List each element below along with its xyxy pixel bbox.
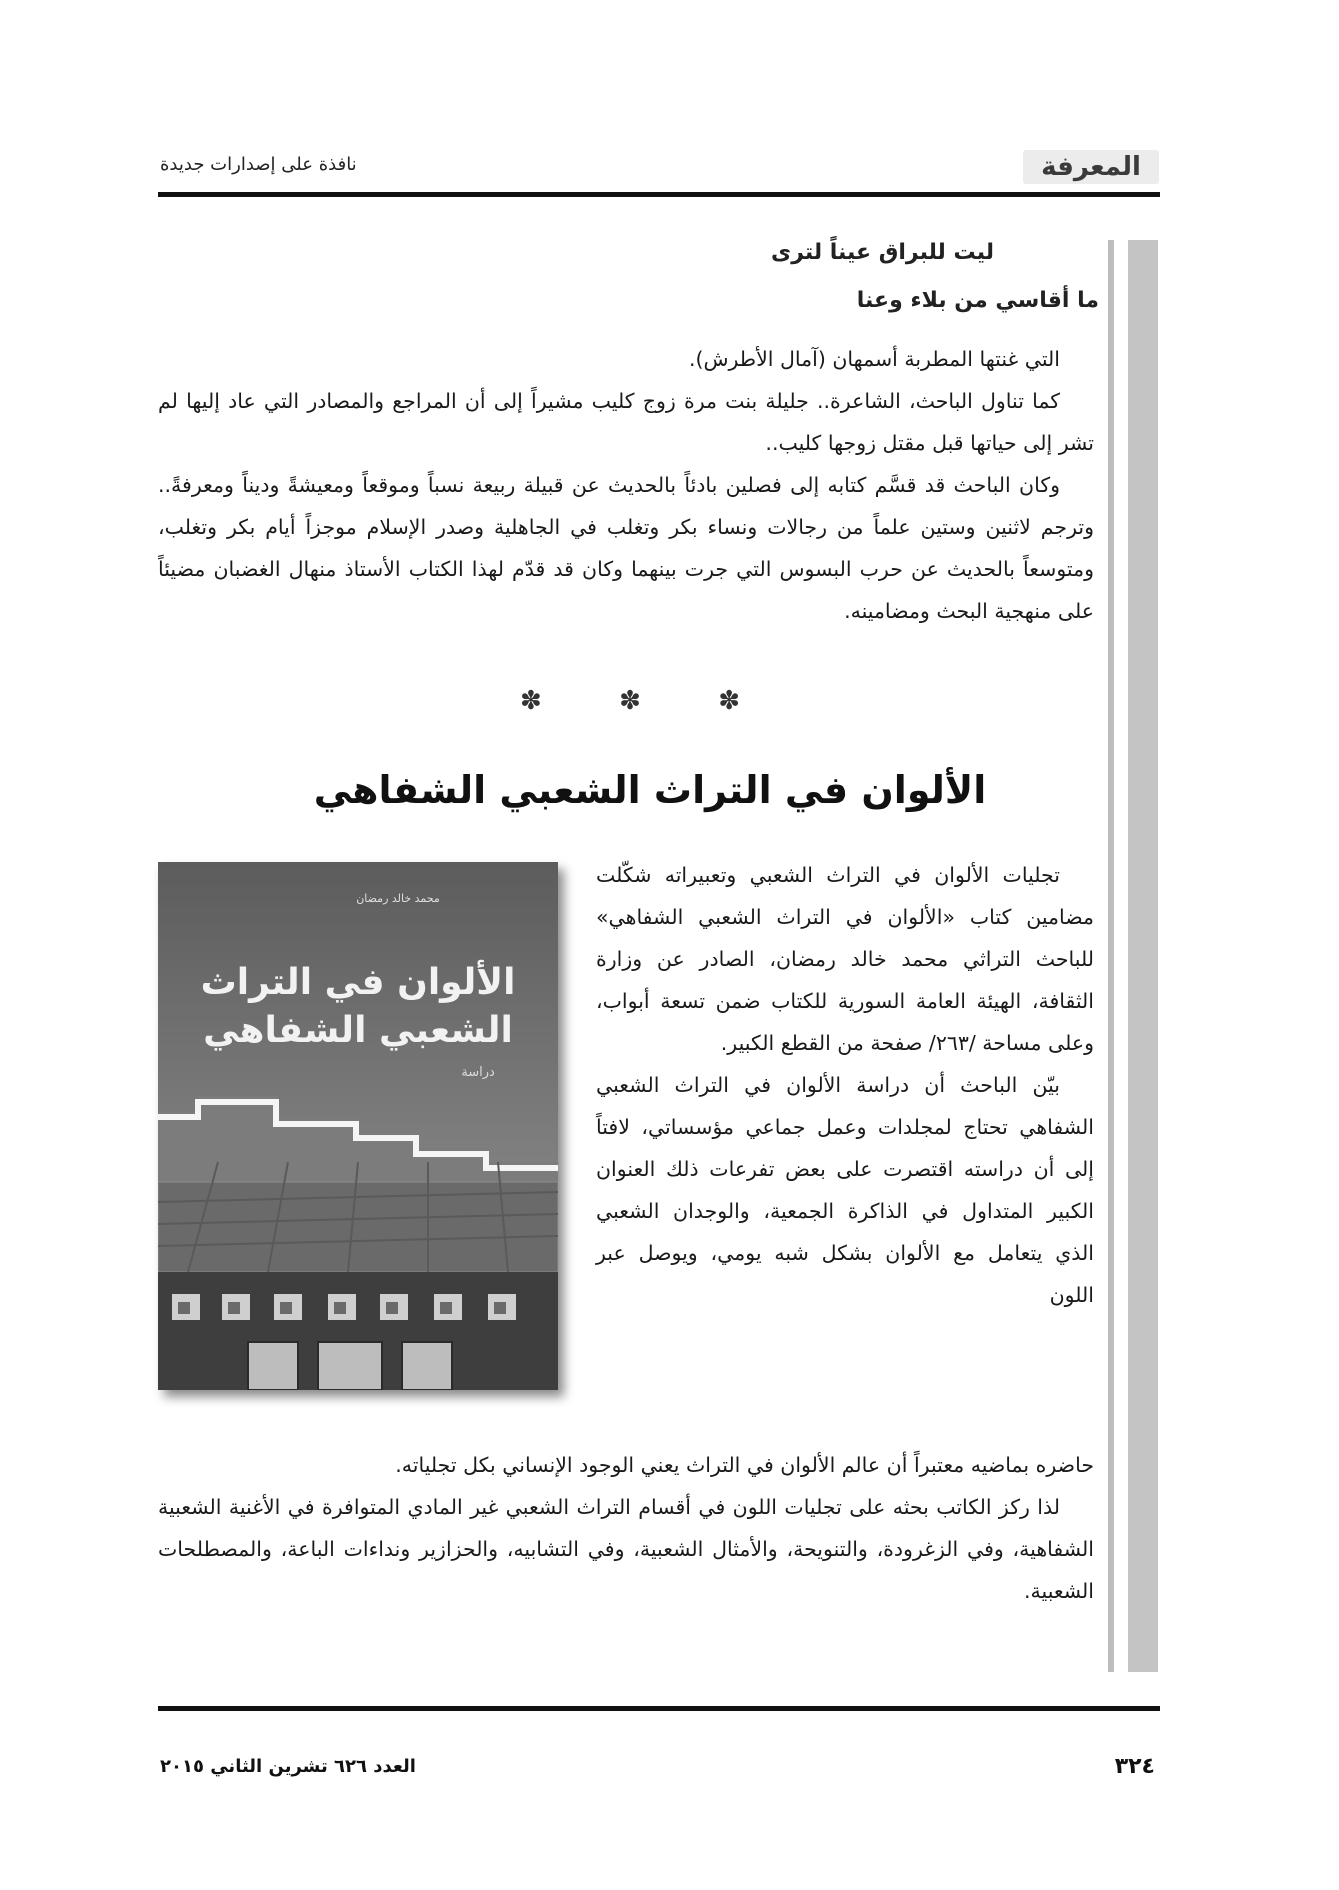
article-column-text: [596, 854, 1094, 1316]
article-full-text: [158, 1444, 1094, 1612]
top-text: [158, 338, 1094, 632]
book-title-line-2: الشعبي الشفاهي: [203, 1010, 513, 1051]
book-title-line-1: الألوان في التراث: [200, 962, 516, 1003]
side-decoration-line: [1108, 240, 1114, 1672]
star-ornament-icon: ✽: [520, 686, 542, 716]
header-rule: [158, 192, 1160, 197]
verse-line-1: ليت للبراق عيناً لترى: [771, 240, 994, 265]
paragraph: التي غنتها المطربة أسمهان (آمال الأطرش).: [688, 347, 1060, 371]
section-separator: [520, 686, 740, 716]
star-ornament-icon: ✽: [619, 686, 641, 716]
side-decoration-bar: [1128, 240, 1158, 1672]
paragraph: بيّن الباحث أن دراسة الألوان في التراث الشعبي الشفاهي تحتاج لمجلدات وعمل جماعي مؤسساتي، لافتاً إلى أن دراسته اقتصرت على بعض تفرعات ذلك العنوان الكبير المتداول في الذاكرة الجمعية، والوجدان الشعبي الذي يتعامل مع الألوان بشكل شبه يومي، ويوصل عبر اللون: [596, 1073, 1094, 1307]
issue-info: العدد ٦٢٦ تشرين الثاني ٢٠١٥: [160, 1756, 416, 1777]
continuation-line: حاضره بماضيه معتبراً أن عالم الألوان في التراث يعني الوجود الإنساني بكل تجلياته.: [395, 1453, 1094, 1477]
star-ornament-icon: ✽: [718, 686, 740, 716]
book-subtitle: دراسة: [461, 1065, 495, 1080]
paragraph: وكان الباحث قد قسَّم كتابه إلى فصلين بادئاً بالحديث عن قبيلة ربيعة نسباً وموقعاً ومعيشةً وديناً ومعرفةً.. وترجم لاثنين وستين علماً من رجالات ونساء بكر وتغلب في الجاهلية وصدر الإسلام موجزاً أيام بكر وتغلب، ومتوسعاً بالحديث عن حرب البسوس التي جرت بينهما وكان قد قدّم لهذا الكتاب الأستاذ منهال الغضبان مضيئاً على منهجية البحث ومضامينه.: [158, 473, 1094, 623]
page-number: ٣٢٤: [1114, 1754, 1155, 1779]
article-title: الألوان في التراث الشعبي الشفاهي: [313, 768, 987, 812]
paragraph: لذا ركز الكاتب بحثه على تجليات اللون في أقسام التراث الشعبي غير المادي المتوافرة في الأغنية الشعبية الشفاهية، وفي الزغرودة، والتنويحة، والأمثال الشعبية، وفي التشابيه، والحزازير ونداءات الباعة، والمصطلحات الشعبية.: [158, 1495, 1094, 1603]
svg-text:محمد خالد رمضان: محمد خالد رمضان: [356, 892, 440, 905]
magazine-logo: المعرفة: [1023, 150, 1159, 184]
footer-rule: [158, 1706, 1160, 1711]
book-cover-image: [158, 862, 558, 1390]
paragraph: تجليات الألوان في التراث الشعبي وتعبيراته شكّلت مضامين كتاب «الألوان في التراث الشعبي الشفاهي» للباحث التراثي محمد خالد رمضان، الصادر عن وزارة الثقافة، الهيئة العامة السورية للكتاب ضمن تسعة أبواب، وعلى مساحة /٢٦٣/ صفحة من القطع الكبير.: [596, 863, 1094, 1055]
book-cover-art: [158, 862, 558, 1390]
paragraph: كما تناول الباحث، الشاعرة.. جليلة بنت مرة زوج كليب مشيراً إلى أن المراجع والمصادر التي عاد إليها لم تشر إلى حياتها قبل مقتل زوجها كليب..: [158, 389, 1094, 455]
verse-line-2: ما أقاسي من بلاء وعنا: [856, 288, 1099, 313]
section-title: نافذة على إصدارات جديدة: [160, 154, 357, 175]
